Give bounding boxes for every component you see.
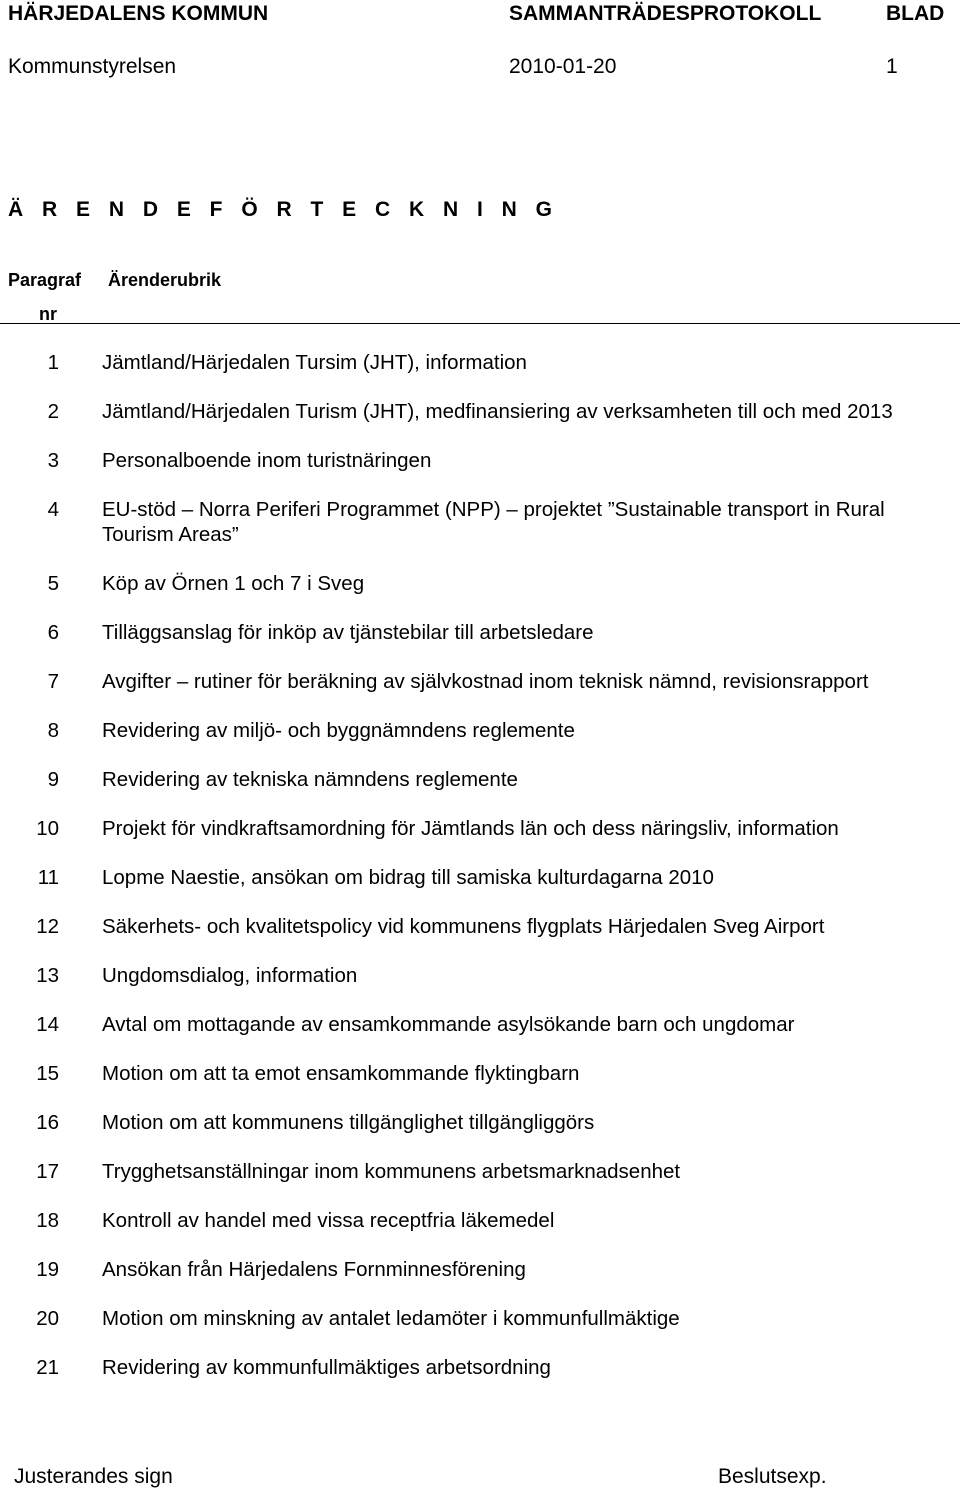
list-item — [0, 1061, 960, 1086]
page-number: 1 — [886, 55, 898, 78]
column-header-paragraf: Paragraf — [8, 270, 82, 290]
item-number: 12 — [36, 915, 59, 938]
item-number: 11 — [37, 866, 59, 889]
item-number: 8 — [47, 719, 59, 742]
item-title: Trygghetsanställningar inom kommunens arbetsmarknadsenhet — [102, 1160, 681, 1183]
item-number: 18 — [36, 1209, 59, 1232]
item-number: 7 — [47, 670, 59, 693]
item-title: Lopme Naestie, ansökan om bidrag till samiska kulturdagarna 2010 — [102, 866, 714, 889]
list-item — [0, 1012, 960, 1037]
item-number: 10 — [36, 817, 59, 840]
list-item — [0, 1208, 960, 1233]
item-title: Projekt för vindkraftsamordning för Jämtlands län och dess näringsliv, information — [102, 817, 839, 840]
list-item — [0, 1257, 960, 1282]
item-title: Jämtland/Härjedalen Turism (JHT), medfinansiering av verksamheten till och med 2013 — [102, 400, 893, 423]
column-header-nr: nr — [39, 304, 57, 324]
item-title: Avgifter – rutiner för beräkning av självkostnad inom teknisk nämnd, revisionsrapport — [102, 670, 869, 693]
document-type: SAMMANTRÄDESPROTOKOLL — [509, 2, 822, 25]
item-title: Personalboende inom turistnäringen — [102, 449, 432, 472]
meeting-date: 2010-01-20 — [509, 55, 617, 78]
list-item — [0, 718, 960, 743]
item-title: Motion om att kommunens tillgänglighet tillgängliggörs — [102, 1111, 595, 1134]
item-number: 2 — [47, 400, 59, 423]
list-item — [0, 620, 960, 645]
list-item — [0, 350, 960, 375]
item-number: 17 — [36, 1160, 59, 1183]
item-title: EU-stöd – Norra Periferi Programmet (NPP) – projektet ”Sustainable transport in Rural Tourism Areas” — [102, 498, 885, 546]
list-item — [0, 767, 960, 792]
list-item — [0, 1159, 960, 1184]
footer-justerandes-sign: Justerandes sign — [14, 1465, 173, 1488]
blad-label: BLAD — [886, 2, 945, 25]
list-item — [0, 669, 960, 694]
item-title: Revidering av kommunfullmäktiges arbetsordning — [102, 1356, 551, 1379]
item-title: Kontroll av handel med vissa receptfria läkemedel — [102, 1209, 555, 1232]
list-item — [0, 1110, 960, 1135]
header-divider — [0, 323, 960, 324]
item-title: Tilläggsanslag för inköp av tjänstebilar till arbetsledare — [102, 621, 594, 644]
list-item — [0, 1355, 960, 1380]
list-item — [0, 497, 960, 547]
list-item — [0, 399, 960, 424]
item-number: 16 — [36, 1111, 59, 1134]
item-title: Köp av Örnen 1 och 7 i Sveg — [102, 572, 365, 595]
item-number: 9 — [47, 768, 59, 791]
footer-beslutsexp: Beslutsexp. — [718, 1465, 827, 1488]
item-title: Revidering av miljö- och byggnämndens reglemente — [102, 719, 575, 742]
item-title: Säkerhets- och kvalitetspolicy vid kommunens flygplats Härjedalen Sveg Airport — [102, 915, 825, 938]
organization-name: HÄRJEDALENS KOMMUN — [8, 2, 269, 25]
item-number: 4 — [47, 498, 59, 521]
list-item — [0, 865, 960, 890]
item-number: 5 — [47, 572, 59, 595]
item-number: 19 — [36, 1258, 59, 1281]
item-title: Revidering av tekniska nämndens reglemente — [102, 768, 518, 791]
list-item — [0, 448, 960, 473]
item-number: 15 — [36, 1062, 59, 1085]
section-title: Ä R E N D E F Ö R T E C K N I N G — [8, 198, 559, 221]
item-title: Motion om minskning av antalet ledamöter i kommunfullmäktige — [102, 1307, 680, 1330]
item-title: Ungdomsdialog, information — [102, 964, 358, 987]
list-item — [0, 914, 960, 939]
list-item — [0, 1306, 960, 1331]
item-number: 6 — [47, 621, 59, 644]
item-number: 20 — [36, 1307, 59, 1330]
item-number: 3 — [47, 449, 59, 472]
item-title: Jämtland/Härjedalen Tursim (JHT), information — [102, 351, 527, 374]
agenda-list — [0, 350, 960, 1404]
item-number: 14 — [36, 1013, 59, 1036]
column-header-arenderubrik: Ärenderubrik — [108, 270, 222, 290]
item-number: 21 — [36, 1356, 59, 1379]
item-title: Avtal om mottagande av ensamkommande asylsökande barn och ungdomar — [102, 1013, 795, 1036]
item-title: Motion om att ta emot ensamkommande flyktingbarn — [102, 1062, 580, 1085]
list-item — [0, 571, 960, 596]
item-title: Ansökan från Härjedalens Fornminnesförening — [102, 1258, 526, 1281]
item-number: 1 — [47, 351, 59, 374]
committee-name: Kommunstyrelsen — [8, 55, 177, 78]
list-item — [0, 963, 960, 988]
list-item — [0, 816, 960, 841]
item-number: 13 — [36, 964, 59, 987]
